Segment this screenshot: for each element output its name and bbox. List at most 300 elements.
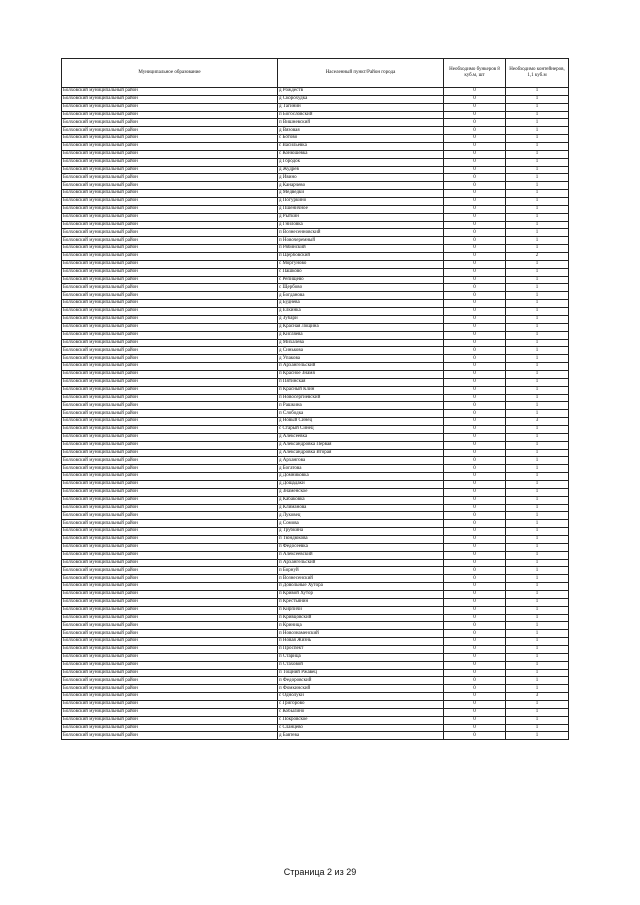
containers-cell: 1 bbox=[506, 229, 569, 237]
settlement-cell: д Бавтева bbox=[278, 732, 444, 740]
bunkers-cell: 0 bbox=[444, 677, 506, 685]
municipality-cell: Болховский муниципальный район bbox=[62, 433, 278, 441]
table-row bbox=[62, 685, 569, 693]
table-row bbox=[62, 591, 569, 599]
containers-cell: 1 bbox=[506, 323, 569, 331]
containers-cell: 1 bbox=[506, 315, 569, 323]
settlement-cell: п Богословский bbox=[278, 111, 444, 119]
settlement-cell: д Сомова bbox=[278, 520, 444, 528]
municipality-cell: Болховский муниципальный район bbox=[62, 504, 278, 512]
settlement-cell: с Ботово bbox=[278, 135, 444, 143]
bunkers-cell: 0 bbox=[444, 591, 506, 599]
table-row bbox=[62, 622, 569, 630]
bunkers-cell: 0 bbox=[444, 127, 506, 135]
municipality-cell: Болховский муниципальный район bbox=[62, 300, 278, 308]
municipality-cell: Болховский муниципальный район bbox=[62, 685, 278, 693]
municipality-cell: Болховский муниципальный район bbox=[62, 308, 278, 316]
containers-cell: 1 bbox=[506, 583, 569, 591]
municipality-cell: Болховский муниципальный район bbox=[62, 661, 278, 669]
settlement-cell: д Луковец bbox=[278, 512, 444, 520]
containers-cell: 1 bbox=[506, 182, 569, 190]
municipality-cell: Болховский муниципальный район bbox=[62, 276, 278, 284]
header-containers: Необходимо контейнеров, 1,1 куб.м bbox=[506, 59, 569, 88]
bunkers-cell: 0 bbox=[444, 253, 506, 261]
settlement-cell: д Тагинин bbox=[278, 103, 444, 111]
municipality-cell: Болховский муниципальный район bbox=[62, 150, 278, 158]
municipality-cell: Болховский муниципальный район bbox=[62, 284, 278, 292]
containers-cell: 1 bbox=[506, 339, 569, 347]
table-row bbox=[62, 488, 569, 496]
table-row bbox=[62, 724, 569, 732]
containers-cell: 1 bbox=[506, 111, 569, 119]
bunkers-cell: 0 bbox=[444, 229, 506, 237]
municipality-cell: Болховский муниципальный район bbox=[62, 441, 278, 449]
settlement-cell: д Погуркино bbox=[278, 198, 444, 206]
bunkers-cell: 0 bbox=[444, 669, 506, 677]
table-row bbox=[62, 135, 569, 143]
bunkers-cell: 0 bbox=[444, 300, 506, 308]
containers-cell: 1 bbox=[506, 488, 569, 496]
containers-cell: 1 bbox=[506, 198, 569, 206]
containers-cell: 1 bbox=[506, 213, 569, 221]
containers-cell: 1 bbox=[506, 598, 569, 606]
bunkers-cell: 0 bbox=[444, 638, 506, 646]
settlement-cell: п Старица bbox=[278, 653, 444, 661]
bunkers-cell: 0 bbox=[444, 143, 506, 151]
settlement-cell: п Кривой Хутор bbox=[278, 591, 444, 599]
table-row bbox=[62, 661, 569, 669]
containers-cell: 1 bbox=[506, 653, 569, 661]
bunkers-cell: 0 bbox=[444, 732, 506, 740]
table-row bbox=[62, 425, 569, 433]
municipality-cell: Болховский муниципальный район bbox=[62, 190, 278, 198]
header-settlement: Населенный пункт/Район города bbox=[278, 59, 444, 88]
municipality-cell: Болховский муниципальный район bbox=[62, 166, 278, 174]
settlement-cell: п Рашкина bbox=[278, 402, 444, 410]
bunkers-cell: 0 bbox=[444, 323, 506, 331]
bunkers-cell: 0 bbox=[444, 520, 506, 528]
municipality-cell: Болховский муниципальный район bbox=[62, 669, 278, 677]
settlement-cell: д Рыткин bbox=[278, 213, 444, 221]
bunkers-cell: 0 bbox=[444, 646, 506, 654]
table-row bbox=[62, 402, 569, 410]
bunkers-cell: 0 bbox=[444, 606, 506, 614]
municipality-cell: Болховский муниципальный район bbox=[62, 378, 278, 386]
containers-cell: 1 bbox=[506, 355, 569, 363]
containers-cell: 1 bbox=[506, 606, 569, 614]
table-row bbox=[62, 716, 569, 724]
settlement-cell: д Скорохудка bbox=[278, 95, 444, 103]
table-row bbox=[62, 315, 569, 323]
containers-cell: 1 bbox=[506, 143, 569, 151]
municipality-cell: Болховский муниципальный район bbox=[62, 111, 278, 119]
containers-cell: 1 bbox=[506, 119, 569, 127]
municipality-cell: Болховский муниципальный район bbox=[62, 473, 278, 481]
containers-cell: 1 bbox=[506, 300, 569, 308]
bunkers-cell: 0 bbox=[444, 205, 506, 213]
bunkers-cell: 0 bbox=[444, 386, 506, 394]
municipality-cell: Болховский муниципальный район bbox=[62, 724, 278, 732]
table-row bbox=[62, 528, 569, 536]
municipality-cell: Болховский муниципальный район bbox=[62, 653, 278, 661]
table-row bbox=[62, 284, 569, 292]
table-row bbox=[62, 543, 569, 551]
bunkers-cell: 0 bbox=[444, 370, 506, 378]
municipality-cell: Болховский муниципальный район bbox=[62, 253, 278, 261]
settlement-cell: п Борнуй bbox=[278, 567, 444, 575]
municipality-cell: Болховский муниципальный район bbox=[62, 237, 278, 245]
municipality-cell: Болховский муниципальный район bbox=[62, 551, 278, 559]
containers-cell: 1 bbox=[506, 559, 569, 567]
containers-cell: 1 bbox=[506, 386, 569, 394]
table-row bbox=[62, 150, 569, 158]
settlement-cell: п Слободка bbox=[278, 410, 444, 418]
municipality-cell: Болховский муниципальный район bbox=[62, 260, 278, 268]
containers-cell: 1 bbox=[506, 363, 569, 371]
containers-cell: 1 bbox=[506, 433, 569, 441]
table-row bbox=[62, 166, 569, 174]
bunkers-cell: 0 bbox=[444, 135, 506, 143]
settlement-cell: с Щербово bbox=[278, 284, 444, 292]
table-row bbox=[62, 127, 569, 135]
settlement-cell: п Кривцовский bbox=[278, 614, 444, 622]
table-row bbox=[62, 386, 569, 394]
table-row bbox=[62, 418, 569, 426]
table-row bbox=[62, 260, 569, 268]
containers-cell: 1 bbox=[506, 504, 569, 512]
table-row bbox=[62, 174, 569, 182]
municipality-cell: Болховский муниципальный район bbox=[62, 268, 278, 276]
table-row bbox=[62, 410, 569, 418]
municipality-cell: Болховский муниципальный район bbox=[62, 528, 278, 536]
containers-cell: 1 bbox=[506, 237, 569, 245]
municipality-cell: Болховский муниципальный район bbox=[62, 315, 278, 323]
settlement-cell: д Ивино bbox=[278, 174, 444, 182]
containers-cell: 1 bbox=[506, 190, 569, 198]
table-row bbox=[62, 363, 569, 371]
table-row bbox=[62, 143, 569, 151]
table-row bbox=[62, 630, 569, 638]
table-row bbox=[62, 441, 569, 449]
bunkers-cell: 0 bbox=[444, 473, 506, 481]
municipality-cell: Болховский муниципальный район bbox=[62, 410, 278, 418]
bunkers-cell: 0 bbox=[444, 190, 506, 198]
bunkers-cell: 0 bbox=[444, 425, 506, 433]
municipality-cell: Болховский муниципальный район bbox=[62, 88, 278, 96]
municipality-cell: Болховский муниципальный район bbox=[62, 182, 278, 190]
table-row bbox=[62, 370, 569, 378]
table-row bbox=[62, 701, 569, 709]
bunkers-cell: 0 bbox=[444, 174, 506, 182]
containers-cell: 1 bbox=[506, 378, 569, 386]
settlement-cell: д Климанова bbox=[278, 504, 444, 512]
settlement-cell: с Сланцево bbox=[278, 724, 444, 732]
bunkers-cell: 0 bbox=[444, 268, 506, 276]
municipality-cell: Болховский муниципальный район bbox=[62, 732, 278, 740]
containers-cell: 1 bbox=[506, 543, 569, 551]
page-number: Страница 2 из 29 bbox=[283, 867, 357, 877]
settlement-cell: с Репищево bbox=[278, 276, 444, 284]
settlement-cell: д Алексеевка bbox=[278, 433, 444, 441]
table-row bbox=[62, 308, 569, 316]
table-row bbox=[62, 95, 569, 103]
containers-cell: 1 bbox=[506, 496, 569, 504]
settlement-cell: п Крестьянин bbox=[278, 598, 444, 606]
settlement-cell: п Алексеевский bbox=[278, 551, 444, 559]
settlement-cell: д Гниловка bbox=[278, 221, 444, 229]
municipality-cell: Болховский муниципальный район bbox=[62, 614, 278, 622]
municipality-cell: Болховский муниципальный район bbox=[62, 630, 278, 638]
municipality-cell: Болховский муниципальный район bbox=[62, 583, 278, 591]
settlement-cell: п Вознесенский bbox=[278, 575, 444, 583]
settlement-cell: п Стаховой bbox=[278, 661, 444, 669]
settlement-cell: д Александровка Вторая bbox=[278, 449, 444, 457]
table-row bbox=[62, 677, 569, 685]
bunkers-cell: 0 bbox=[444, 245, 506, 253]
table-header bbox=[62, 59, 569, 88]
table-row bbox=[62, 245, 569, 253]
containers-cell: 3 bbox=[506, 693, 569, 701]
bunkers-cell: 0 bbox=[444, 418, 506, 426]
bunkers-cell: 0 bbox=[444, 103, 506, 111]
settlement-cell: д Зубари bbox=[278, 315, 444, 323]
bunkers-cell: 0 bbox=[444, 198, 506, 206]
municipality-cell: Болховский муниципальный район bbox=[62, 488, 278, 496]
table-row bbox=[62, 378, 569, 386]
containers-cell: 1 bbox=[506, 575, 569, 583]
municipality-cell: Болховский муниципальный район bbox=[62, 677, 278, 685]
municipality-cell: Болховский муниципальный район bbox=[62, 575, 278, 583]
table-row bbox=[62, 598, 569, 606]
table-row bbox=[62, 347, 569, 355]
bunkers-cell: 0 bbox=[444, 331, 506, 339]
settlement-cell: п Красный Клин bbox=[278, 386, 444, 394]
settlement-cell: п Пятинская bbox=[278, 378, 444, 386]
containers-cell: 1 bbox=[506, 701, 569, 709]
containers-cell: 1 bbox=[506, 480, 569, 488]
municipality-cell: Болховский муниципальный район bbox=[62, 127, 278, 135]
table-row bbox=[62, 268, 569, 276]
municipality-cell: Болховский муниципальный район bbox=[62, 701, 278, 709]
table-row bbox=[62, 88, 569, 96]
containers-cell: 1 bbox=[506, 622, 569, 630]
bunkers-cell: 0 bbox=[444, 292, 506, 300]
table-row bbox=[62, 693, 569, 701]
containers-cell: 3 bbox=[506, 418, 569, 426]
bunkers-cell: 0 bbox=[444, 394, 506, 402]
municipality-cell: Болховский муниципальный район bbox=[62, 622, 278, 630]
municipality-cell: Болховский муниципальный район bbox=[62, 425, 278, 433]
table-row bbox=[62, 567, 569, 575]
municipality-cell: Болховский муниципальный район bbox=[62, 394, 278, 402]
settlement-cell: с Моргуново bbox=[278, 260, 444, 268]
containers-cell: 1 bbox=[506, 677, 569, 685]
containers-cell: 1 bbox=[506, 457, 569, 465]
municipality-cell: Болховский муниципальный район bbox=[62, 559, 278, 567]
table-row bbox=[62, 205, 569, 213]
bunkers-cell: 0 bbox=[444, 449, 506, 457]
municipality-cell: Болховский муниципальный район bbox=[62, 693, 278, 701]
settlement-cell: п Новосергиевский bbox=[278, 394, 444, 402]
municipality-cell: Болховский муниципальный район bbox=[62, 95, 278, 103]
table-row bbox=[62, 465, 569, 473]
table-row bbox=[62, 198, 569, 206]
containers-cell: 1 bbox=[506, 347, 569, 355]
settlement-cell: п Проспект bbox=[278, 646, 444, 654]
settlement-cell: п Тюндюкова bbox=[278, 535, 444, 543]
bunkers-cell: 0 bbox=[444, 701, 506, 709]
table-row bbox=[62, 111, 569, 119]
settlement-cell: д Елкинка bbox=[278, 308, 444, 316]
bunkers-cell: 0 bbox=[444, 614, 506, 622]
table-row bbox=[62, 237, 569, 245]
containers-cell: 1 bbox=[506, 567, 569, 575]
containers-cell: 1 bbox=[506, 370, 569, 378]
table-body bbox=[62, 88, 569, 740]
bunkers-cell: 0 bbox=[444, 488, 506, 496]
municipality-cell: Болховский муниципальный район bbox=[62, 496, 278, 504]
containers-cell: 1 bbox=[506, 528, 569, 536]
table-row bbox=[62, 158, 569, 166]
municipality-cell: Болховский муниципальный район bbox=[62, 638, 278, 646]
bunkers-cell: 0 bbox=[444, 433, 506, 441]
settlement-cell: п Вишневский bbox=[278, 119, 444, 127]
bunkers-cell: 0 bbox=[444, 543, 506, 551]
municipality-cell: Болховский муниципальный район bbox=[62, 606, 278, 614]
settlement-cell: д Медведки bbox=[278, 190, 444, 198]
bunkers-cell: 0 bbox=[444, 88, 506, 96]
bunkers-cell: 0 bbox=[444, 95, 506, 103]
table-row bbox=[62, 496, 569, 504]
table-row bbox=[62, 708, 569, 716]
municipality-cell: Болховский муниципальный район bbox=[62, 598, 278, 606]
bunkers-cell: 0 bbox=[444, 496, 506, 504]
bunkers-cell: 0 bbox=[444, 441, 506, 449]
municipality-cell: Болховский муниципальный район bbox=[62, 174, 278, 182]
bunkers-cell: 0 bbox=[444, 693, 506, 701]
municipality-cell: Болховский муниципальный район bbox=[62, 591, 278, 599]
settlement-cell: д Кабаковка bbox=[278, 496, 444, 504]
settlement-cell: д Синькова bbox=[278, 347, 444, 355]
municipality-cell: Болховский муниципальный район bbox=[62, 119, 278, 127]
containers-cell: 1 bbox=[506, 260, 569, 268]
table-row bbox=[62, 551, 569, 559]
settlement-cell: п Тощний Ржавец bbox=[278, 669, 444, 677]
settlement-cell: д Красная Лощина bbox=[278, 323, 444, 331]
settlement-cell: д Кисляева bbox=[278, 331, 444, 339]
containers-cell: 1 bbox=[506, 410, 569, 418]
bunkers-cell: 0 bbox=[444, 308, 506, 316]
municipality-cell: Болховский муниципальный район bbox=[62, 708, 278, 716]
table-row bbox=[62, 653, 569, 661]
table-row bbox=[62, 331, 569, 339]
settlement-cell: с Старый Синец bbox=[278, 425, 444, 433]
settlement-cell: п Новочеремный bbox=[278, 237, 444, 245]
containers-cell: 1 bbox=[506, 661, 569, 669]
bunkers-cell: 0 bbox=[444, 708, 506, 716]
bunkers-cell: 0 bbox=[444, 583, 506, 591]
settlement-cell: д Жудрев bbox=[278, 166, 444, 174]
municipality-cell: Болховский муниципальный район bbox=[62, 567, 278, 575]
bunkers-cell: 0 bbox=[444, 535, 506, 543]
table-row bbox=[62, 575, 569, 583]
table-row bbox=[62, 646, 569, 654]
table-row bbox=[62, 449, 569, 457]
settlement-cell: д Рождеств bbox=[278, 88, 444, 96]
containers-cell: 1 bbox=[506, 88, 569, 96]
municipality-cell: Болховский муниципальный район bbox=[62, 543, 278, 551]
municipality-cell: Болховский муниципальный район bbox=[62, 245, 278, 253]
table-row bbox=[62, 182, 569, 190]
containers-cell: 1 bbox=[506, 708, 569, 716]
municipality-cell: Болховский муниципальный район bbox=[62, 449, 278, 457]
settlement-cell: д Дощадаки bbox=[278, 480, 444, 488]
containers-cell: 1 bbox=[506, 276, 569, 284]
bunkers-cell: 0 bbox=[444, 622, 506, 630]
settlement-cell: д Архангова bbox=[278, 457, 444, 465]
municipality-cell: Болховский муниципальный район bbox=[62, 229, 278, 237]
containers-cell: 1 bbox=[506, 669, 569, 677]
table-row bbox=[62, 480, 569, 488]
table-row bbox=[62, 276, 569, 284]
containers-cell: 1 bbox=[506, 425, 569, 433]
bunkers-cell: 0 bbox=[444, 166, 506, 174]
table-row bbox=[62, 103, 569, 111]
bunkers-cell: 0 bbox=[444, 237, 506, 245]
containers-cell: 1 bbox=[506, 441, 569, 449]
bunkers-cell: 0 bbox=[444, 685, 506, 693]
table-row bbox=[62, 119, 569, 127]
bunkers-cell: 0 bbox=[444, 402, 506, 410]
bunkers-cell: 0 bbox=[444, 363, 506, 371]
settlement-cell: с Конюшевка bbox=[278, 150, 444, 158]
bunkers-cell: 0 bbox=[444, 716, 506, 724]
table-row bbox=[62, 190, 569, 198]
table-row bbox=[62, 221, 569, 229]
municipality-cell: Болховский муниципальный район bbox=[62, 480, 278, 488]
containers-cell: 1 bbox=[506, 292, 569, 300]
table-row bbox=[62, 732, 569, 740]
settlement-cell: п Новознаменский bbox=[278, 630, 444, 638]
bunkers-cell: 0 bbox=[444, 355, 506, 363]
municipality-cell: Болховский муниципальный район bbox=[62, 347, 278, 355]
bunkers-cell: 0 bbox=[444, 559, 506, 567]
containers-cell: 1 bbox=[506, 614, 569, 622]
municipality-cell: Болховский муниципальный район bbox=[62, 386, 278, 394]
settlement-cell: д Знаменское bbox=[278, 488, 444, 496]
containers-cell: 1 bbox=[506, 221, 569, 229]
municipality-cell: Болховский муниципальный район bbox=[62, 158, 278, 166]
bunkers-cell: 0 bbox=[444, 410, 506, 418]
bunkers-cell: 0 bbox=[444, 465, 506, 473]
settlement-cell: д Трубкина bbox=[278, 528, 444, 536]
bunkers-cell: 0 bbox=[444, 378, 506, 386]
table-row bbox=[62, 669, 569, 677]
bunkers-cell: 0 bbox=[444, 213, 506, 221]
municipality-cell: Болховский муниципальный район bbox=[62, 221, 278, 229]
settlement-cell: п Федоровский bbox=[278, 677, 444, 685]
bunkers-cell: 0 bbox=[444, 182, 506, 190]
bunkers-cell: 0 bbox=[444, 276, 506, 284]
containers-cell: 1 bbox=[506, 268, 569, 276]
containers-cell: 1 bbox=[506, 716, 569, 724]
municipality-cell: Болховский муниципальный район bbox=[62, 135, 278, 143]
table-row bbox=[62, 520, 569, 528]
table-row bbox=[62, 229, 569, 237]
settlement-cell: д Пшеничное bbox=[278, 205, 444, 213]
municipality-cell: Болховский муниципальный район bbox=[62, 323, 278, 331]
settlement-cell: д Домниковка bbox=[278, 473, 444, 481]
